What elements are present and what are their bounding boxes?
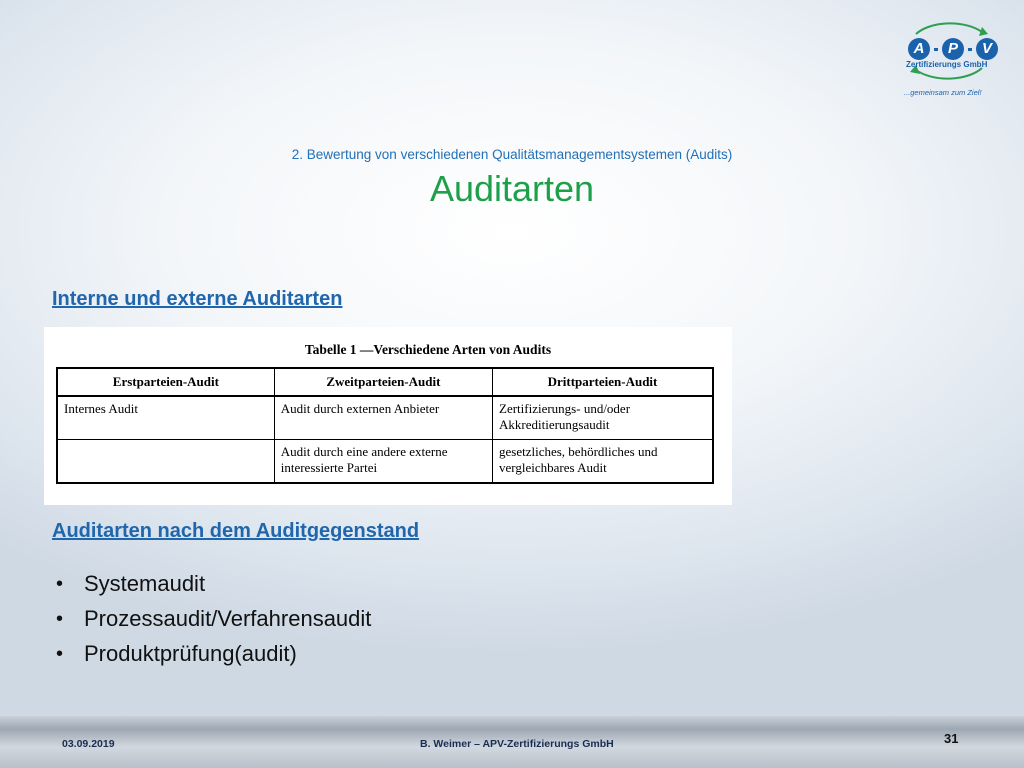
section-heading-internal-external: Interne und externe Auditarten — [52, 288, 343, 310]
audit-subject-list — [56, 570, 371, 675]
company-logo — [896, 14, 1000, 104]
footer-date: 03.09.2019 — [62, 738, 115, 750]
list-item-label: Systemaudit — [84, 571, 206, 596]
page-number: 31 — [944, 731, 959, 746]
bullet-icon: • — [56, 643, 64, 665]
table-cell — [57, 440, 274, 484]
audit-types-table-figure — [44, 327, 732, 505]
slide-title: Auditarten — [429, 168, 595, 209]
list-item — [56, 605, 371, 640]
list-item-label: Prozessaudit/Verfahrensaudit — [84, 606, 372, 631]
logo-tagline: ...gemeinsam zum Ziel! — [904, 88, 982, 97]
bullet-icon: • — [56, 608, 64, 630]
table-header-cell: Zweitparteien-Audit — [274, 368, 492, 396]
section-heading-audit-subject: Auditarten nach dem Auditgegenstand — [52, 520, 420, 542]
list-item-label: Produktprüfung(audit) — [84, 641, 297, 666]
logo-company-name: Zertifizierungs GmbH — [906, 60, 988, 69]
table-header-row — [57, 368, 713, 396]
list-item — [56, 570, 371, 605]
table-row — [57, 396, 713, 440]
logo-letter-p: P — [942, 38, 964, 60]
logo-letter-a: A — [908, 38, 930, 60]
footer-author: B. Weimer – APV-Zertifizierungs GmbH — [420, 738, 614, 750]
bullet-icon: • — [56, 573, 64, 595]
table-cell: Audit durch externen Anbieter — [274, 396, 492, 440]
table-row — [57, 440, 713, 484]
table-cell: Internes Audit — [57, 396, 274, 440]
table-caption: Tabelle 1 —Verschiedene Arten von Audits — [304, 342, 552, 357]
table-header-cell: Drittparteien-Audit — [493, 368, 714, 396]
list-item — [56, 640, 371, 675]
table-cell: Zertifizierungs- und/oder Akkreditierungsaudit — [493, 396, 714, 440]
audit-types-table — [56, 367, 714, 484]
table-cell: gesetzliches, behördliches und vergleichbares Audit — [493, 440, 714, 484]
table-header-cell: Erstparteien-Audit — [57, 368, 274, 396]
slide-subtitle: 2. Bewertung von verschiedenen Qualitätsmanagementsystemen (Audits) — [291, 147, 733, 162]
table-cell: Audit durch eine andere externe interessierte Partei — [274, 440, 492, 484]
logo-letter-v: V — [976, 38, 998, 60]
